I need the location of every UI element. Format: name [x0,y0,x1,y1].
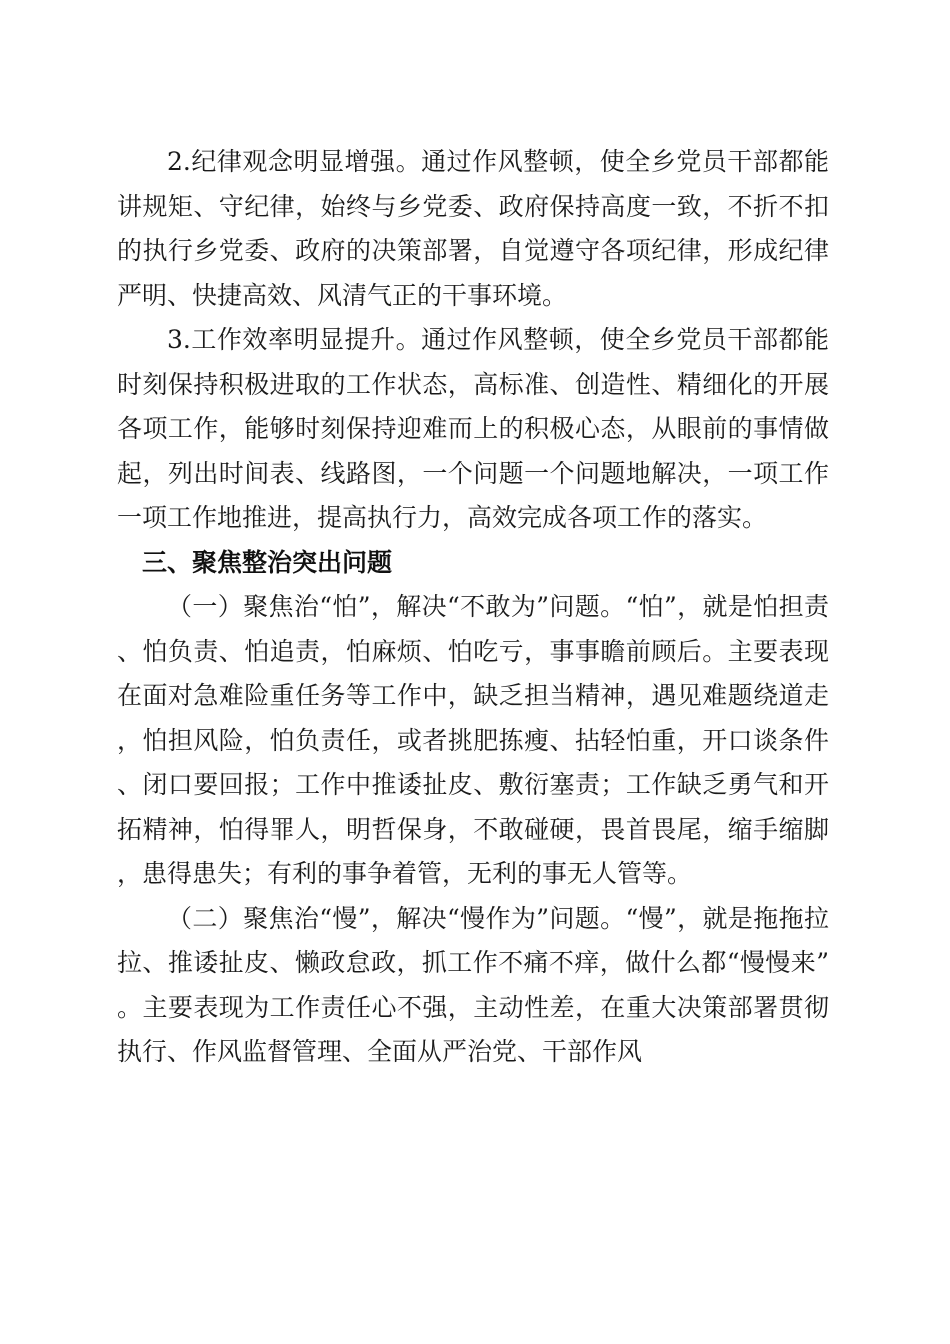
document-body [117,140,829,1075]
paragraph-discipline: 2.纪律观念明显增强。通过作风整顿，使全乡党员干部都能讲规矩、守纪律，始终与乡党委、政府保持高度一致，不折不扣的执行乡党委、政府的决策部署，自觉遵守各项纪律，形成纪律严明、快捷高效、风清气正的干事环境。 [117,147,829,310]
paragraph-slow: （二）聚焦治“慢”，解决“慢作为”问题。“慢”，就是拖拖拉拉、推诿扯皮、懒政怠政，抓工作不痛不痒，做什么都“慢慢来”。主要表现为工作责任心不强，主动性差，在重大决策部署贯彻执行、作风监督管理、全面从严治党、干部作风 [117,903,829,1066]
section-heading: 三、聚焦整治突出问题 [142,547,393,577]
paragraph-fear: （一）聚焦治“怕”，解决“不敢为”问题。“怕”，就是怕担责、怕负责、怕追责，怕麻烦、怕吃亏，事事瞻前顾后。主要表现在面对急难险重任务等工作中，缺乏担当精神，遇见难题绕道走，怕担风险，怕负责任，或者挑肥拣瘦、拈轻怕重，开口谈条件、闭口要回报；工作中推诿扯皮、敷衍塞责；工作缺乏勇气和开拓精神，怕得罪人，明哲保身，不敢碰硬，畏首畏尾，缩手缩脚，患得患失；有利的事争着管，无利的事无人管等。 [117,592,829,888]
paragraph-efficiency: 3.工作效率明显提升。通过作风整顿，使全乡党员干部都能时刻保持积极进取的工作状态，高标准、创造性、精细化的开展各项工作，能够时刻保持迎难而上的积极心态，从眼前的事情做起，列出时间表、线路图，一个问题一个问题地解决，一项工作一项工作地推进，提高执行力，高效完成各项工作的落实。 [117,325,829,532]
